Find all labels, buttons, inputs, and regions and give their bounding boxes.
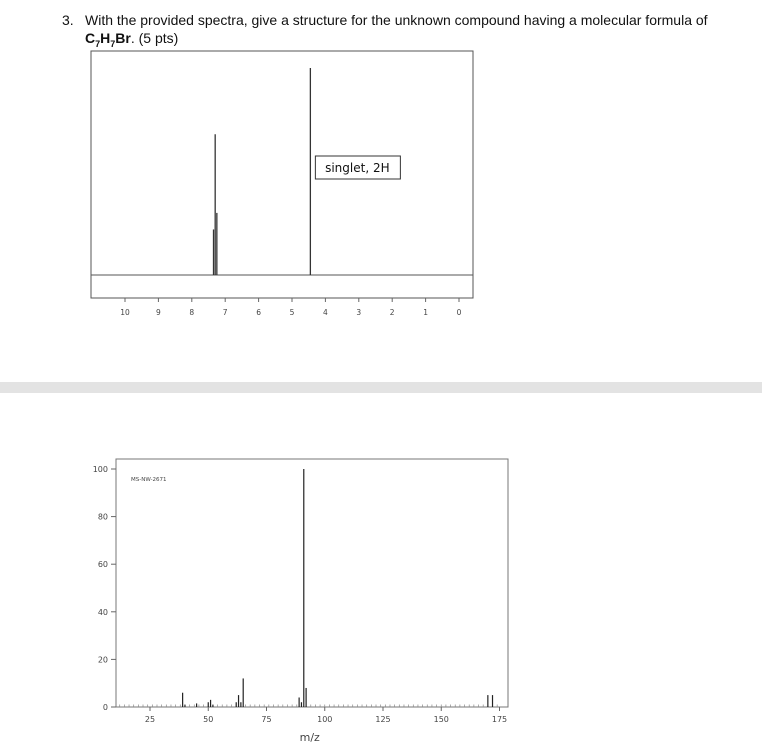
x-tick-label: 9 <box>156 308 161 317</box>
x-tick-label: 1 <box>423 308 428 317</box>
y-tick-label: 100 <box>92 465 108 474</box>
spectrum-id-label: MS-NW-2671 <box>131 477 167 483</box>
x-tick-label: 10 <box>120 308 130 317</box>
annotation-label: singlet, 2H <box>325 161 390 175</box>
x-tick-label: 0 <box>456 308 462 317</box>
y-tick-label: 60 <box>97 560 108 570</box>
x-tick-label: 25 <box>144 715 156 724</box>
x-tick-label: 50 <box>203 715 214 724</box>
x-tick-label: 75 <box>261 715 272 724</box>
nmr-spectrum <box>88 48 478 320</box>
y-tick-label: 80 <box>97 512 108 522</box>
section-divider <box>0 382 762 393</box>
x-tick-label: 125 <box>375 715 391 724</box>
x-axis-label: m/z <box>299 731 320 744</box>
plot-frame <box>116 459 508 707</box>
mass-spectrum <box>82 455 512 749</box>
x-tick-label: 8 <box>189 308 195 317</box>
x-tick-label: 7 <box>222 308 228 317</box>
x-tick-label: 6 <box>256 308 261 317</box>
question-number: 3. <box>62 12 74 28</box>
y-tick-label: 0 <box>102 703 108 712</box>
question-body <box>85 11 755 53</box>
x-tick-label: 5 <box>289 308 295 317</box>
points-text: . (5 pts) <box>130 30 179 46</box>
x-tick-label: 100 <box>317 715 333 724</box>
x-tick-label: 175 <box>491 715 508 724</box>
x-tick-label: 2 <box>389 308 395 317</box>
molecular-formula: $C_7H_7Br$ <box>85 30 131 49</box>
plot-frame <box>91 51 473 298</box>
question-text: With the provided spectra, give a structure for the unknown compound having a molecular formula of <box>85 12 708 28</box>
x-tick-label: 3 <box>356 308 362 317</box>
y-tick-label: 20 <box>97 655 108 665</box>
y-tick-label: 40 <box>97 607 108 617</box>
x-tick-label: 150 <box>433 715 449 724</box>
x-tick-label: 4 <box>323 308 328 317</box>
